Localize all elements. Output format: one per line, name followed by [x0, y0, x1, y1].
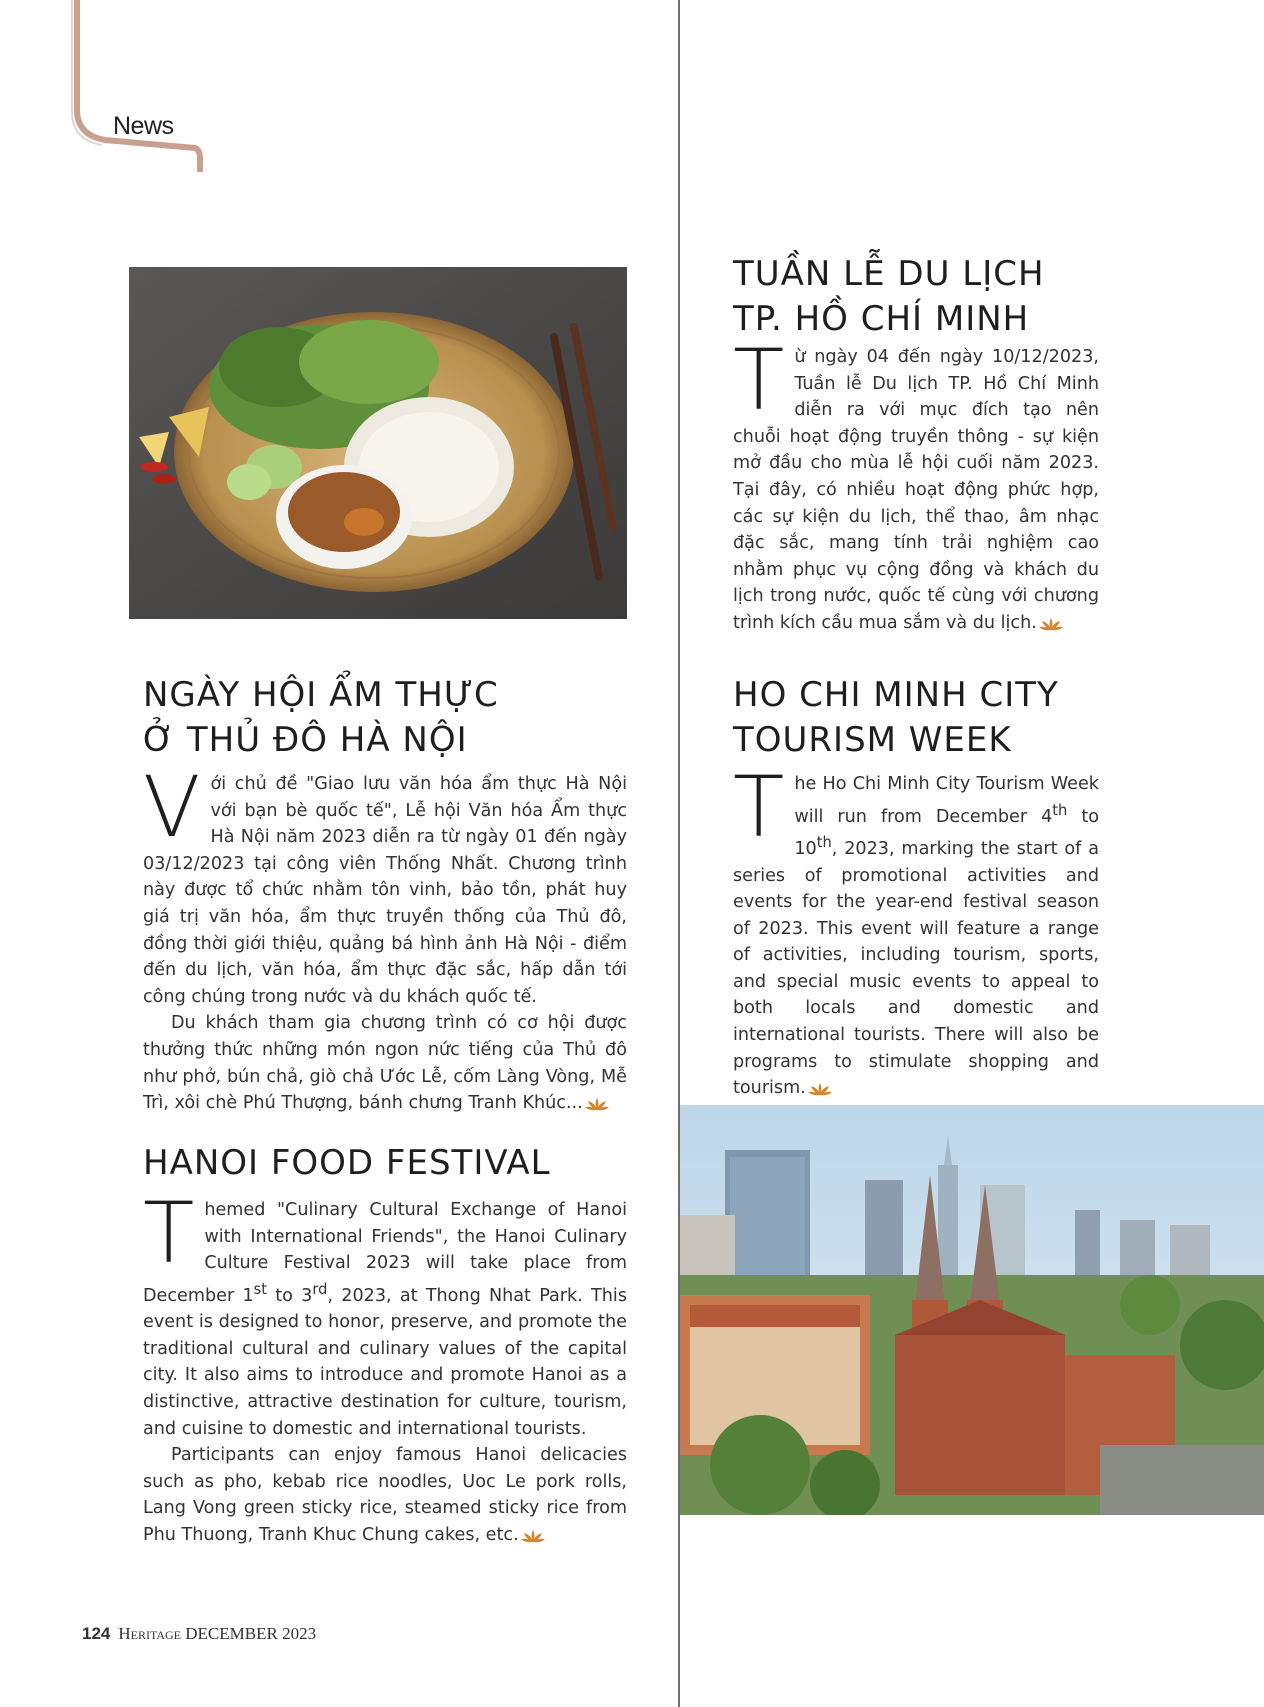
- lotus-icon: [808, 1082, 832, 1096]
- lotus-icon: [521, 1529, 545, 1543]
- hcm-en-article: [733, 758, 1099, 1102]
- hanoi-en-title: HANOI FOOD FESTIVAL: [143, 1143, 551, 1183]
- dropcap: T: [733, 331, 785, 429]
- issue-date: DECEMBER 2023: [185, 1624, 317, 1643]
- section-label: News: [113, 112, 174, 140]
- section-bracket-ornament: [60, 0, 210, 175]
- hanoi-en-paragraph-1: hemed "Culinary Cultural Exchange of Hanoi with International Friends", the Hanoi Culinary Culture Festival 2023 will take place from December 1st to 3rd, 2023, at Thong Nhat Park. This event is designed to honor, preserve, and promote the traditional cultural and culinary values of the capital city. It also aims to introduce and promote Hanoi as a distinctive, attractive destination for culture, tourism, and cuisine to domestic and international tourists.: [143, 1200, 627, 1439]
- hanoi-en-article: [143, 1184, 627, 1549]
- hcm-vi-title: TUẦN LỄ DU LỊCH TP. HỒ CHÍ MINH: [733, 254, 1045, 339]
- hcm-en-body: he Ho Chi Minh City Tourism Week will run from December 4th to 10th, 2023, marking the start of a series of promotional activities and events for the year-end festival season of 2023. This event will feature a range of activities, including tourism, sports, and special music events to appeal to both locals and domestic and international tourists. There will also be programs to stimulate shopping and tourism.: [733, 774, 1099, 1099]
- lotus-icon: [1039, 617, 1063, 631]
- lotus-icon: [585, 1097, 609, 1111]
- magazine-name: Heritage: [118, 1624, 182, 1643]
- hanoi-vi-paragraph-2: Du khách tham gia chương trình có cơ hội được thưởng thức những món ngon nức tiếng của Thủ đô như phở, bún chả, giò chả Ước Lễ, cốm Làng Vòng, Mễ Trì, xôi chè Phú Thượng, bánh chưng Tranh Khúc...: [143, 1013, 627, 1114]
- page-number: 124: [82, 1624, 111, 1643]
- city-photo: [680, 1105, 1264, 1515]
- page-footer: [82, 1624, 316, 1644]
- food-photo: [129, 267, 627, 619]
- dropcap: T: [143, 1184, 195, 1282]
- dropcap: V: [143, 758, 201, 856]
- hanoi-vi-article: [143, 758, 627, 1117]
- hanoi-en-paragraph-2: Participants can enjoy famous Hanoi delicacies such as pho, kebab rice noodles, Uoc Le pork rolls, Lang Vong green sticky rice, steamed sticky rice from Phu Thuong, Tranh Khuc Chung cakes, etc.: [143, 1445, 627, 1545]
- dropcap: T: [733, 758, 785, 856]
- hcm-vi-body: ừ ngày 04 đến ngày 10/12/2023, Tuần lễ Du lịch TP. Hồ Chí Minh diễn ra với mục đích tạo nên chuỗi hoạt động truyền thông - sự kiện mở đầu cho mùa lễ hội cuối năm 2023. Tại đây, có nhiều hoạt động phức hợp, các sự kiện du lịch, thể thao, âm nhạc đặc sắc, mang tính trải nghiệm cao nhằm phục vụ cộng đồng và khách du lịch trong nước, quốc tế cùng với chương trình kích cầu mua sắm và du lịch.: [733, 347, 1099, 633]
- hcm-en-title: HO CHI MINH CITY TOURISM WEEK: [733, 675, 1059, 760]
- hanoi-vi-paragraph-1: ới chủ đề "Giao lưu văn hóa ẩm thực Hà Nội với bạn bè quốc tế", Lễ hội Văn hóa Ẩm thực Hà Nội năm 2023 diễn ra từ ngày 01 đến ngày 03/12/2023 tại công viên Thống Nhất. Chương trình này được tổ chức nhằm tôn vinh, bảo tồn, phát huy giá trị văn hóa, ẩm thực truyền thống của Thủ đô, đồng thời giới thiệu, quảng bá hình ảnh Hà Nội - điểm đến du lịch, văn hóa, ẩm thực đặc sắc, hấp dẫn tới công chúng trong nước và du khách quốc tế.: [143, 774, 627, 1007]
- hcm-vi-article: [733, 331, 1099, 637]
- hanoi-vi-title: NGÀY HỘI ẨM THỰC Ở THỦ ĐÔ HÀ NỘI: [143, 675, 499, 760]
